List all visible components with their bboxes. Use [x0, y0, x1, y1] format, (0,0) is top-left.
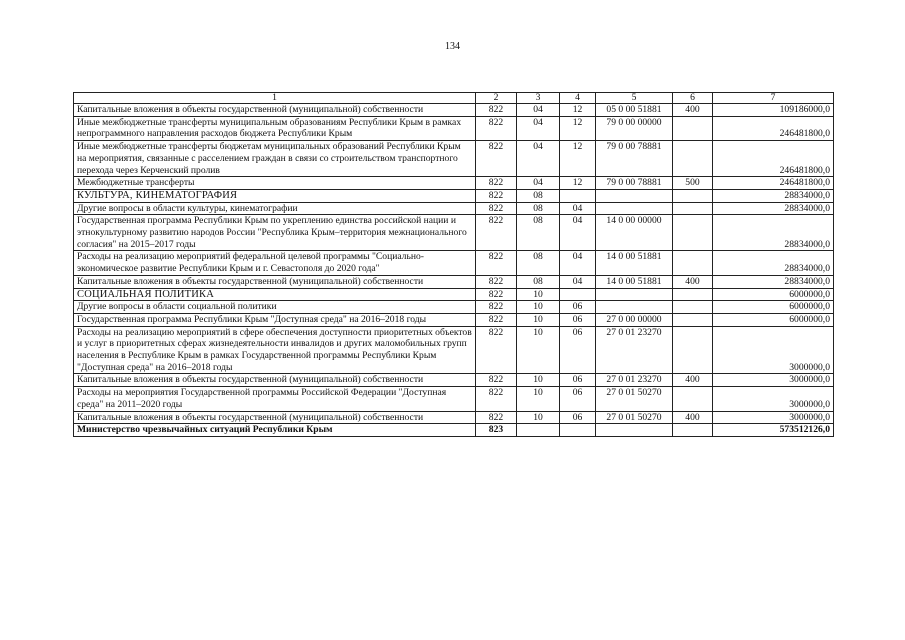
cell-c4	[560, 189, 596, 202]
col-header-5: 5	[596, 93, 673, 104]
row-name: Государственная программа Республики Крым "Доступная среда" на 2016–2018 годы	[74, 313, 476, 326]
row-name: СОЦИАЛЬНАЯ ПОЛИТИКА	[74, 288, 476, 301]
cell-c2: 822	[476, 288, 517, 301]
cell-c6	[673, 313, 713, 326]
cell-c2: 822	[476, 411, 517, 424]
col-header-4: 4	[560, 93, 596, 104]
cell-c6: 400	[673, 411, 713, 424]
table-row	[74, 313, 834, 326]
budget-table	[73, 92, 834, 437]
cell-c2: 822	[476, 387, 517, 411]
cell-c6	[673, 301, 713, 314]
cell-c6	[673, 288, 713, 301]
cell-c3	[517, 424, 560, 437]
table-row	[74, 275, 834, 288]
cell-c7: 6000000,0	[713, 288, 834, 301]
cell-c2: 822	[476, 177, 517, 190]
page-number: 134	[445, 41, 460, 52]
row-name: Министерство чрезвычайных ситуаций Республики Крым	[74, 424, 476, 437]
table-row	[74, 424, 834, 437]
cell-c5: 14 0 00 51881	[596, 251, 673, 275]
cell-c7: 28834000,0	[713, 275, 834, 288]
cell-c7: 246481800,0	[713, 116, 834, 140]
cell-c6	[673, 387, 713, 411]
cell-c4: 12	[560, 116, 596, 140]
cell-c5: 27 0 00 00000	[596, 313, 673, 326]
table-row	[74, 177, 834, 190]
col-header-7: 7	[713, 93, 834, 104]
cell-c6	[673, 326, 713, 374]
row-name: Капитальные вложения в объекты государственной (муниципальной) собственности	[74, 374, 476, 387]
cell-c6: 500	[673, 177, 713, 190]
cell-c7: 573512126,0	[713, 424, 834, 437]
cell-c7: 109186000,0	[713, 104, 834, 117]
table-row	[74, 116, 834, 140]
table-body	[74, 104, 834, 437]
cell-c2: 822	[476, 275, 517, 288]
cell-c2: 822	[476, 141, 517, 177]
cell-c7: 246481800,0	[713, 177, 834, 190]
cell-c4: 04	[560, 202, 596, 215]
header-row	[74, 93, 834, 104]
cell-c7: 28834000,0	[713, 189, 834, 202]
table-row	[74, 387, 834, 411]
cell-c4: 06	[560, 411, 596, 424]
cell-c2: 822	[476, 202, 517, 215]
cell-c6: 400	[673, 275, 713, 288]
cell-c3: 10	[517, 313, 560, 326]
table-row	[74, 189, 834, 202]
cell-c6	[673, 202, 713, 215]
cell-c4: 06	[560, 301, 596, 314]
cell-c2: 822	[476, 313, 517, 326]
cell-c3: 08	[517, 275, 560, 288]
cell-c6	[673, 116, 713, 140]
row-name: Расходы на реализацию мероприятий в сфере обеспечения доступности приоритетных объектов и услуг в приоритетных сферах жизнедеятельности инвалидов и других маломобильных групп населения в Республике Крым в рамках Государственной программы Республики Крым "Доступная среда" на 2016–2018 годы	[74, 326, 476, 374]
cell-c2: 823	[476, 424, 517, 437]
cell-c3: 10	[517, 288, 560, 301]
col-header-1: 1	[74, 93, 476, 104]
cell-c3: 10	[517, 301, 560, 314]
table-row	[74, 288, 834, 301]
table-row	[74, 326, 834, 374]
cell-c3: 08	[517, 215, 560, 251]
cell-c5	[596, 301, 673, 314]
col-header-2: 2	[476, 93, 517, 104]
cell-c6: 400	[673, 374, 713, 387]
cell-c3: 04	[517, 116, 560, 140]
cell-c2: 822	[476, 251, 517, 275]
cell-c4: 04	[560, 275, 596, 288]
cell-c5	[596, 189, 673, 202]
table-row	[74, 141, 834, 177]
col-header-3: 3	[517, 93, 560, 104]
table-row	[74, 202, 834, 215]
cell-c4: 12	[560, 177, 596, 190]
cell-c3: 08	[517, 202, 560, 215]
cell-c6	[673, 189, 713, 202]
row-name: Капитальные вложения в объекты государственной (муниципальной) собственности	[74, 275, 476, 288]
row-name: Иные межбюджетные трансферты муниципальным образованиям Республики Крым в рамках непрограммного направления расходов бюджета Республики Крым	[74, 116, 476, 140]
cell-c7: 6000000,0	[713, 301, 834, 314]
cell-c3: 08	[517, 189, 560, 202]
cell-c5: 27 0 01 50270	[596, 411, 673, 424]
cell-c5: 79 0 00 78881	[596, 141, 673, 177]
cell-c6	[673, 141, 713, 177]
row-name: КУЛЬТУРА, КИНЕМАТОГРАФИЯ	[74, 189, 476, 202]
cell-c3: 10	[517, 387, 560, 411]
cell-c2: 822	[476, 116, 517, 140]
table-row	[74, 374, 834, 387]
cell-c7: 28834000,0	[713, 215, 834, 251]
cell-c4: 12	[560, 104, 596, 117]
cell-c3: 04	[517, 104, 560, 117]
cell-c5	[596, 202, 673, 215]
row-name: Расходы на мероприятия Государственной программы Российской Федерации "Доступная среда" на 2011–2020 годы	[74, 387, 476, 411]
cell-c3: 10	[517, 326, 560, 374]
row-name: Расходы на реализацию мероприятий федеральной целевой программы "Социально-экономическое развитие Республики Крым и г. Севастополя до 2020 года"	[74, 251, 476, 275]
cell-c7: 3000000,0	[713, 387, 834, 411]
cell-c3: 04	[517, 177, 560, 190]
cell-c3: 08	[517, 251, 560, 275]
table-row	[74, 411, 834, 424]
cell-c2: 822	[476, 104, 517, 117]
col-header-6: 6	[673, 93, 713, 104]
row-name: Иные межбюджетные трансферты бюджетам муниципальных образований Республики Крым на мероприятия, связанные с расселением граждан в связи со строительством транспортного перехода через Керченский пролив	[74, 141, 476, 177]
cell-c4: 06	[560, 326, 596, 374]
table-row	[74, 104, 834, 117]
table-row	[74, 215, 834, 251]
cell-c7: 28834000,0	[713, 251, 834, 275]
cell-c3: 10	[517, 374, 560, 387]
cell-c5: 79 0 00 00000	[596, 116, 673, 140]
cell-c7: 28834000,0	[713, 202, 834, 215]
cell-c3: 04	[517, 141, 560, 177]
cell-c4: 04	[560, 215, 596, 251]
cell-c4: 06	[560, 313, 596, 326]
cell-c2: 822	[476, 326, 517, 374]
cell-c5: 27 0 01 23270	[596, 374, 673, 387]
cell-c5: 27 0 01 23270	[596, 326, 673, 374]
cell-c4: 06	[560, 387, 596, 411]
cell-c6	[673, 215, 713, 251]
cell-c7: 3000000,0	[713, 411, 834, 424]
row-name: Государственная программа Республики Крым по укреплению единства российской нации и этнокультурному развитию народов России "Республика Крым–территория межнационального согласия" на 2015–2017 годы	[74, 215, 476, 251]
cell-c4	[560, 288, 596, 301]
cell-c4	[560, 424, 596, 437]
cell-c2: 822	[476, 215, 517, 251]
row-name: Другие вопросы в области культуры, кинематографии	[74, 202, 476, 215]
row-name: Капитальные вложения в объекты государственной (муниципальной) собственности	[74, 104, 476, 117]
table-row	[74, 251, 834, 275]
cell-c7: 6000000,0	[713, 313, 834, 326]
cell-c2: 822	[476, 301, 517, 314]
cell-c5: 14 0 00 51881	[596, 275, 673, 288]
row-name: Капитальные вложения в объекты государственной (муниципальной) собственности	[74, 411, 476, 424]
cell-c5	[596, 424, 673, 437]
cell-c5: 14 0 00 00000	[596, 215, 673, 251]
cell-c7: 3000000,0	[713, 374, 834, 387]
cell-c6	[673, 424, 713, 437]
cell-c2: 822	[476, 189, 517, 202]
cell-c7: 246481800,0	[713, 141, 834, 177]
table-row	[74, 301, 834, 314]
cell-c4: 06	[560, 374, 596, 387]
cell-c5	[596, 288, 673, 301]
row-name: Межбюджетные трансферты	[74, 177, 476, 190]
row-name: Другие вопросы в области социальной политики	[74, 301, 476, 314]
cell-c5: 05 0 00 51881	[596, 104, 673, 117]
cell-c6	[673, 251, 713, 275]
cell-c4: 12	[560, 141, 596, 177]
cell-c2: 822	[476, 374, 517, 387]
cell-c5: 79 0 00 78881	[596, 177, 673, 190]
cell-c4: 04	[560, 251, 596, 275]
cell-c6: 400	[673, 104, 713, 117]
cell-c5: 27 0 01 50270	[596, 387, 673, 411]
cell-c7: 3000000,0	[713, 326, 834, 374]
cell-c3: 10	[517, 411, 560, 424]
